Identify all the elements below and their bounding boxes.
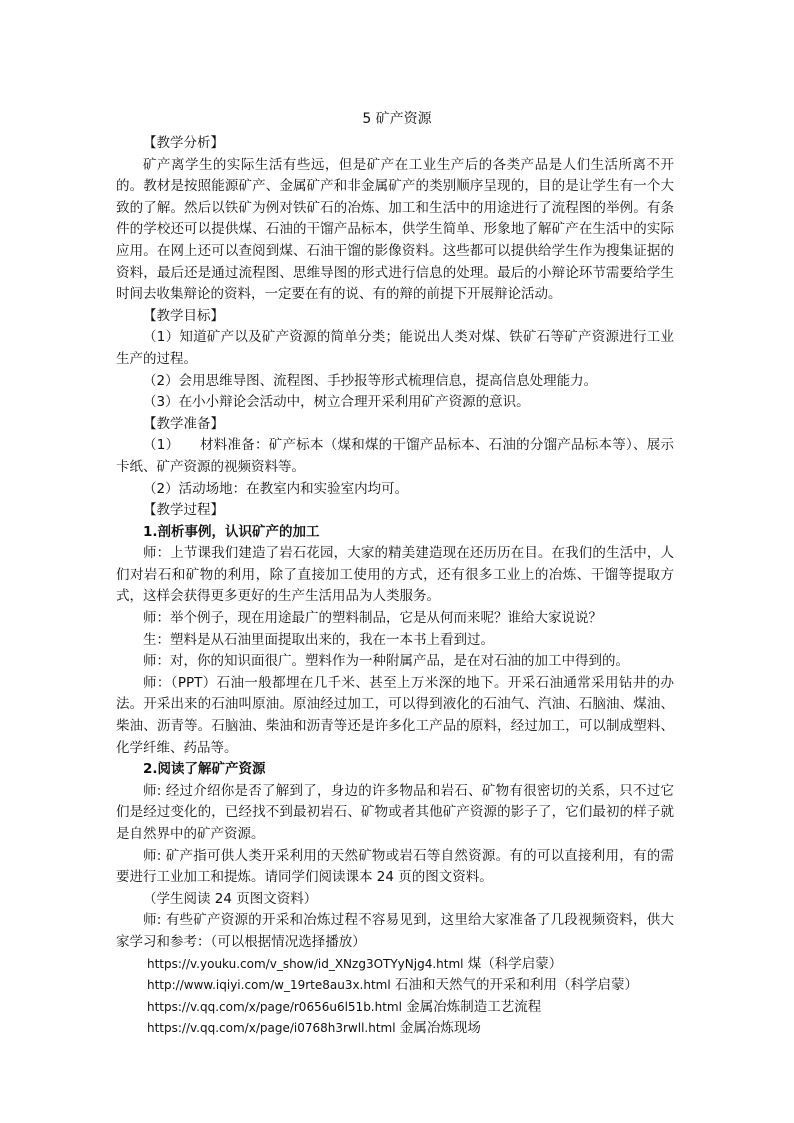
process-heading: 【教学过程】 xyxy=(143,502,224,519)
dialogue-paragraph: 师: 经过介绍你是否了解到了，身边的许多物品和岩石、矿物有很密切的关系，只不过它们是经过变化的，已经找不到最初岩石、矿物或者其他矿产资源的影子了，它们最初的样子就是自然界中的矿产资源。 xyxy=(116,782,674,842)
dialogue-paragraph: 师：对，你的知识面很广。塑料作为一种附属产品，是在对石油的加工中得到的。 xyxy=(143,653,629,670)
goals-heading: 【教学目标】 xyxy=(143,307,224,324)
dialogue-paragraph: 生：塑料是从石油里面提取出来的，我在一本书上看到过。 xyxy=(143,631,494,648)
dialogue-paragraph: 师：上节课我们建造了岩石花园，大家的精美建造现在还历历在目。在我们的生活中，人们对岩石和矿物的利用，除了直接加工使用的方式，还有很多工业上的冶炼、干馏等提取方式，这样会获得更多更好的生产生活用品为人类服务。 xyxy=(116,545,674,605)
video-link-description: 煤（科学启蒙） xyxy=(467,955,563,972)
video-link-row xyxy=(116,954,674,976)
dialogue-paragraph: 师: 矿产指可供人类开采利用的天然矿物或岩石等自然资源。有的可以直接利用，有的需要进行工业加工和提炼。请同学们阅读课本 24 页的图文资料。 xyxy=(116,847,674,886)
video-link[interactable]: https://v.qq.com/x/page/i0768h3rwll.html xyxy=(147,1021,396,1036)
video-link-description: 金属冶炼现场 xyxy=(399,1020,481,1037)
video-link-description: 石油和天然气的开采和利用（科学启蒙） xyxy=(395,977,639,994)
prep-heading: 【教学准备】 xyxy=(143,415,224,432)
video-link[interactable]: https://v.qq.com/x/page/r0656u6l51b.html xyxy=(147,999,402,1014)
dialogue-paragraph: 师: 有些矿产资源的开采和冶炼过程不容易见到，这里给大家准备了几段视频资料，供大家学习和参考：（可以根据情况选择播放） xyxy=(116,912,674,950)
video-link[interactable]: http://www.iqiyi.com/w_19rte8au3x.html xyxy=(147,978,391,993)
page-title: 5 矿产资源 xyxy=(362,111,432,127)
dialogue-paragraph: 师：（PPT）石油一般都埋在几千米、甚至上万米深的地下。开采石油通常采用钻井的办法。开采出来的石油叫原油。原油经过加工，可以得到液化的石油气、汽油、石脑油、煤油、柴油、沥青等。石脑油、柴油和沥青等还是许多化工产品的原料，经过加工，可以制成塑料、化学纤维、药品等。 xyxy=(116,674,674,756)
step2-title: 2.阅读了解矿产资源 xyxy=(143,761,266,778)
document-body xyxy=(116,133,674,1040)
video-link[interactable]: https://v.youku.com/v_show/id_XNzg3OTYyNjg4.html xyxy=(147,956,464,971)
prep-item: （1） 材料准备：矿产标本（煤和煤的干馏产品标本、石油的分馏产品标本等）、展示卡纸、矿产资源的视频资料等。 xyxy=(116,437,674,475)
prep-item: （2）活动场地：在教室内和实验室内均可。 xyxy=(143,480,409,497)
dialogue-paragraph: 师：举个例子，现在用途最广的塑料制品，它是从何而来呢？谁给大家说说？ xyxy=(143,610,602,627)
goal-item: （3）在小小辩论会活动中，树立合理开采利用矿产资源的意识。 xyxy=(143,394,530,411)
dialogue-paragraph: （学生阅读 24 页图文资料） xyxy=(143,890,318,907)
step1-title: 1.剖析事例，认识矿产的加工 xyxy=(143,523,320,540)
goal-item: （1）知道矿产以及矿产资源的简单分类；能说出人类对煤、铁矿石等矿产资源进行工业生产的过程。 xyxy=(116,329,674,367)
goal-item: （2）会用思维导图、流程图、手抄报等形式梳理信息，提高信息处理能力。 xyxy=(143,372,598,389)
video-link-description: 金属冶炼制造工艺流程 xyxy=(406,998,542,1015)
video-link-row xyxy=(116,975,674,997)
video-link-row xyxy=(116,1018,674,1040)
analysis-heading: 【教学分析】 xyxy=(143,135,224,151)
video-link-row xyxy=(116,997,674,1019)
analysis-paragraph: 矿产离学生的实际生活有些远，但是矿产在工业生产后的各类产品是人们生活所离不开的。教材是按照能源矿产、金属矿产和非金属矿产的类别顺序呈现的，目的是让学生有一个大致的了解。然后以铁矿为例对铁矿石的冶炼、加工和生活中的用途进行了流程图的举例。有条件的学校还可以提供煤、石油的干馏产品标本，供学生简单、形象地了解矿产在生活中的实际应用。在网上还可以查阅到煤、石油干馏的影像资料。这些都可以提供给学生作为搜集证据的资料，最后还是通过流程图、思维导图的形式进行信息的处理。最后的小辩论环节需要给学生时间去收集辩论的资料，一定要在有的说、有的辩的前提下开展辩论活动。 xyxy=(116,156,674,303)
